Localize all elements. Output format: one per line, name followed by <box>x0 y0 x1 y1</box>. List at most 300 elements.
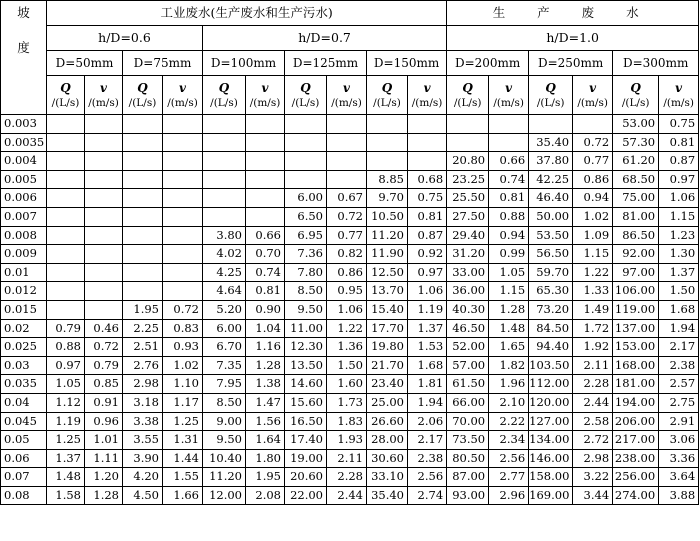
velocity-cell: 2.08 <box>246 486 285 505</box>
velocity-unit: /(m/s) <box>331 96 362 109</box>
diameter-100-header: D=100mm <box>203 51 285 76</box>
velocity-cell: 1.83 <box>327 412 367 431</box>
flow-rate-cell: 33.10 <box>367 468 408 487</box>
velocity-cell: 1.37 <box>408 319 447 338</box>
slope-cell: 0.06 <box>1 449 47 468</box>
table-row <box>1 468 699 487</box>
velocity-cell: 2.77 <box>489 468 529 487</box>
velocity-symbol: v <box>675 80 683 95</box>
velocity-cell: 3.22 <box>573 468 613 487</box>
flow-rate-unit: /(L/s) <box>453 96 482 109</box>
flow-rate-unit: /(L/s) <box>51 96 80 109</box>
velocity-cell <box>246 207 285 226</box>
velocity-cell: 0.92 <box>408 245 447 264</box>
flow-rate-cell <box>285 152 327 171</box>
diameter-200-header: D=200mm <box>447 51 529 76</box>
flow-rate-cell: 6.00 <box>203 319 246 338</box>
velocity-cell: 0.46 <box>85 319 123 338</box>
flow-rate-cell: 194.00 <box>613 393 659 412</box>
velocity-cell: 0.77 <box>327 226 367 245</box>
velocity-cell: 1.25 <box>163 412 203 431</box>
flow-rate-cell: 46.40 <box>529 189 573 208</box>
flow-rate-cell: 11.20 <box>203 468 246 487</box>
table-row <box>1 207 699 226</box>
flow-rate-cell: 21.70 <box>367 356 408 375</box>
flow-rate-cell <box>47 170 85 189</box>
velocity-cell <box>85 133 123 152</box>
velocity-cell: 1.96 <box>489 375 529 394</box>
velocity-cell: 2.38 <box>408 449 447 468</box>
flow-rate-cell <box>285 133 327 152</box>
slope-cell: 0.01 <box>1 263 47 282</box>
velocity-cell <box>246 133 285 152</box>
flow-rate-unit: /(L/s) <box>128 96 157 109</box>
flow-rate-cell <box>47 133 85 152</box>
slope-cell: 0.02 <box>1 319 47 338</box>
velocity-cell: 0.72 <box>573 133 613 152</box>
flow-rate-cell: 37.80 <box>529 152 573 171</box>
velocity-header <box>327 76 367 115</box>
velocity-header <box>246 76 285 115</box>
velocity-cell <box>85 300 123 319</box>
flow-rate-cell: 6.95 <box>285 226 327 245</box>
flow-rate-cell <box>123 115 163 134</box>
velocity-cell: 1.09 <box>573 226 613 245</box>
flow-rate-cell: 15.40 <box>367 300 408 319</box>
velocity-cell: 2.56 <box>489 449 529 468</box>
velocity-cell: 0.97 <box>408 263 447 282</box>
slope-cell: 0.035 <box>1 375 47 394</box>
velocity-cell: 0.99 <box>489 245 529 264</box>
flow-rate-cell: 181.00 <box>613 375 659 394</box>
velocity-cell: 3.88 <box>659 486 699 505</box>
flow-rate-header <box>47 76 85 115</box>
velocity-cell: 0.72 <box>85 338 123 357</box>
flow-rate-cell: 7.95 <box>203 375 246 394</box>
flow-rate-cell: 3.55 <box>123 431 163 450</box>
velocity-cell: 0.86 <box>573 170 613 189</box>
table-row <box>1 319 699 338</box>
unit-header-row <box>1 76 699 115</box>
flow-rate-cell: 4.02 <box>203 245 246 264</box>
velocity-cell <box>85 152 123 171</box>
flow-rate-cell: 7.36 <box>285 245 327 264</box>
velocity-cell: 0.81 <box>246 282 285 301</box>
flow-rate-header <box>203 76 246 115</box>
velocity-cell <box>246 170 285 189</box>
velocity-cell: 0.81 <box>408 207 447 226</box>
velocity-cell: 2.96 <box>489 486 529 505</box>
flow-rate-cell <box>367 133 408 152</box>
flow-rate-cell: 73.20 <box>529 300 573 319</box>
flow-rate-cell: 4.25 <box>203 263 246 282</box>
flow-rate-cell <box>47 115 85 134</box>
flow-rate-cell: 28.00 <box>367 431 408 450</box>
velocity-cell: 1.23 <box>659 226 699 245</box>
flow-rate-cell: 36.00 <box>447 282 489 301</box>
velocity-cell: 1.28 <box>246 356 285 375</box>
velocity-cell: 1.11 <box>85 449 123 468</box>
flow-rate-cell: 1.58 <box>47 486 85 505</box>
flow-rate-cell: 27.50 <box>447 207 489 226</box>
velocity-cell: 1.28 <box>85 486 123 505</box>
flow-rate-symbol: Q <box>462 80 473 95</box>
flow-rate-cell: 26.60 <box>367 412 408 431</box>
flow-rate-cell: 17.40 <box>285 431 327 450</box>
velocity-cell: 1.92 <box>573 338 613 357</box>
velocity-cell: 1.55 <box>163 468 203 487</box>
flow-rate-symbol: Q <box>300 80 311 95</box>
slope-cell: 0.004 <box>1 152 47 171</box>
flow-rate-header <box>367 76 408 115</box>
flow-rate-cell: 2.25 <box>123 319 163 338</box>
velocity-cell: 1.50 <box>327 356 367 375</box>
flow-rate-cell: 2.98 <box>123 375 163 394</box>
flow-rate-symbol: Q <box>137 80 148 95</box>
flow-rate-cell: 6.50 <box>285 207 327 226</box>
velocity-cell: 0.75 <box>659 115 699 134</box>
flow-rate-cell: 25.50 <box>447 189 489 208</box>
flow-rate-cell: 10.50 <box>367 207 408 226</box>
flow-rate-header <box>529 76 573 115</box>
velocity-cell: 1.56 <box>246 412 285 431</box>
velocity-cell: 1.82 <box>489 356 529 375</box>
flow-rate-cell <box>47 282 85 301</box>
flow-rate-cell: 9.50 <box>203 431 246 450</box>
table-row <box>1 133 699 152</box>
flow-rate-cell: 3.80 <box>203 226 246 245</box>
flow-rate-cell: 169.00 <box>529 486 573 505</box>
diameter-75-header: D=75mm <box>123 51 203 76</box>
velocity-cell: 1.10 <box>163 375 203 394</box>
flow-rate-cell: 61.20 <box>613 152 659 171</box>
velocity-cell: 1.68 <box>659 300 699 319</box>
slope-cell: 0.08 <box>1 486 47 505</box>
velocity-cell: 1.95 <box>246 468 285 487</box>
flow-rate-cell: 13.70 <box>367 282 408 301</box>
slope-cell: 0.012 <box>1 282 47 301</box>
flow-rate-cell <box>123 152 163 171</box>
velocity-cell <box>246 189 285 208</box>
flow-rate-cell: 30.60 <box>367 449 408 468</box>
flow-rate-cell: 10.40 <box>203 449 246 468</box>
velocity-cell: 3.44 <box>573 486 613 505</box>
velocity-cell: 1.04 <box>246 319 285 338</box>
velocity-cell <box>489 133 529 152</box>
ratio-1-0-header: h/D=1.0 <box>447 26 699 51</box>
velocity-cell <box>408 133 447 152</box>
velocity-header <box>163 76 203 115</box>
flow-rate-cell: 1.12 <box>47 393 85 412</box>
flow-rate-cell: 146.00 <box>529 449 573 468</box>
velocity-cell <box>163 226 203 245</box>
velocity-unit: /(m/s) <box>577 96 608 109</box>
flow-rate-cell: 1.95 <box>123 300 163 319</box>
velocity-cell: 0.87 <box>659 152 699 171</box>
velocity-cell: 2.44 <box>327 486 367 505</box>
velocity-cell: 0.83 <box>163 319 203 338</box>
flow-rate-cell: 3.90 <box>123 449 163 468</box>
velocity-cell: 2.74 <box>408 486 447 505</box>
table-row <box>1 431 699 450</box>
diameter-150-header: D=150mm <box>367 51 447 76</box>
flow-rate-unit: /(L/s) <box>291 96 320 109</box>
flow-rate-cell: 137.00 <box>613 319 659 338</box>
velocity-symbol: v <box>261 80 269 95</box>
velocity-cell: 1.02 <box>163 356 203 375</box>
flow-rate-cell: 4.20 <box>123 468 163 487</box>
velocity-cell: 2.06 <box>408 412 447 431</box>
velocity-cell: 0.82 <box>327 245 367 264</box>
table-row <box>1 393 699 412</box>
velocity-header <box>489 76 529 115</box>
flow-rate-cell: 93.00 <box>447 486 489 505</box>
velocity-unit: /(m/s) <box>88 96 119 109</box>
flow-rate-cell <box>285 170 327 189</box>
velocity-cell: 0.74 <box>246 263 285 282</box>
velocity-cell: 1.30 <box>659 245 699 264</box>
slope-cell: 0.03 <box>1 356 47 375</box>
flow-rate-cell <box>285 115 327 134</box>
table-row <box>1 412 699 431</box>
velocity-cell <box>163 115 203 134</box>
table-row <box>1 300 699 319</box>
velocity-cell: 1.15 <box>489 282 529 301</box>
flow-rate-cell <box>123 226 163 245</box>
velocity-cell <box>163 133 203 152</box>
velocity-cell: 2.91 <box>659 412 699 431</box>
table-row <box>1 189 699 208</box>
flow-rate-cell <box>203 115 246 134</box>
flow-rate-cell: 238.00 <box>613 449 659 468</box>
flow-rate-cell <box>203 170 246 189</box>
flow-rate-cell <box>123 207 163 226</box>
flow-rate-unit: /(L/s) <box>621 96 650 109</box>
velocity-cell: 1.53 <box>408 338 447 357</box>
flow-rate-cell <box>123 133 163 152</box>
velocity-cell: 2.44 <box>573 393 613 412</box>
flow-rate-cell: 2.76 <box>123 356 163 375</box>
velocity-cell: 1.47 <box>246 393 285 412</box>
flow-rate-cell: 11.90 <box>367 245 408 264</box>
flow-rate-cell: 57.00 <box>447 356 489 375</box>
flow-rate-cell: 92.00 <box>613 245 659 264</box>
slope-cell: 0.04 <box>1 393 47 412</box>
flow-rate-cell: 35.40 <box>367 486 408 505</box>
velocity-cell <box>163 245 203 264</box>
flow-rate-cell: 19.80 <box>367 338 408 357</box>
flow-rate-symbol: Q <box>545 80 556 95</box>
flow-rate-cell: 12.00 <box>203 486 246 505</box>
flow-rate-cell: 3.38 <box>123 412 163 431</box>
velocity-cell <box>85 189 123 208</box>
flow-rate-cell: 9.70 <box>367 189 408 208</box>
velocity-cell: 3.36 <box>659 449 699 468</box>
velocity-symbol: v <box>589 80 597 95</box>
velocity-cell: 0.75 <box>408 189 447 208</box>
flow-rate-cell: 19.00 <box>285 449 327 468</box>
velocity-cell: 0.96 <box>85 412 123 431</box>
velocity-cell: 0.66 <box>489 152 529 171</box>
slope-header-char-1: 坡 <box>17 5 30 20</box>
velocity-cell: 0.77 <box>573 152 613 171</box>
flow-rate-cell: 158.00 <box>529 468 573 487</box>
velocity-cell: 1.64 <box>246 431 285 450</box>
flow-rate-cell: 46.50 <box>447 319 489 338</box>
flow-rate-cell: 23.25 <box>447 170 489 189</box>
velocity-cell: 2.11 <box>573 356 613 375</box>
flow-rate-cell: 53.00 <box>613 115 659 134</box>
velocity-cell: 1.16 <box>246 338 285 357</box>
flow-rate-cell <box>123 170 163 189</box>
diameter-250-header: D=250mm <box>529 51 613 76</box>
ratio-0-6-header: h/D=0.6 <box>47 26 203 51</box>
velocity-cell: 0.68 <box>408 170 447 189</box>
flow-rate-cell: 73.50 <box>447 431 489 450</box>
flow-rate-cell: 6.00 <box>285 189 327 208</box>
flow-rate-cell: 50.00 <box>529 207 573 226</box>
velocity-cell <box>85 170 123 189</box>
flow-rate-cell: 1.05 <box>47 375 85 394</box>
flow-rate-cell: 7.35 <box>203 356 246 375</box>
velocity-cell: 2.11 <box>327 449 367 468</box>
velocity-cell: 1.33 <box>573 282 613 301</box>
velocity-cell: 2.28 <box>327 468 367 487</box>
velocity-cell: 0.67 <box>327 189 367 208</box>
flow-rate-cell <box>47 263 85 282</box>
flow-rate-cell: 12.50 <box>367 263 408 282</box>
velocity-unit: /(m/s) <box>663 96 694 109</box>
velocity-cell: 0.90 <box>246 300 285 319</box>
flow-rate-cell: 29.40 <box>447 226 489 245</box>
flow-rate-header <box>613 76 659 115</box>
velocity-cell: 2.34 <box>489 431 529 450</box>
flow-rate-cell: 12.30 <box>285 338 327 357</box>
flow-rate-cell: 7.80 <box>285 263 327 282</box>
velocity-cell: 1.36 <box>327 338 367 357</box>
velocity-unit: /(m/s) <box>493 96 524 109</box>
velocity-cell <box>163 189 203 208</box>
flow-rate-cell: 80.50 <box>447 449 489 468</box>
flow-rate-cell <box>529 115 573 134</box>
slope-cell: 0.003 <box>1 115 47 134</box>
table-row <box>1 486 699 505</box>
velocity-cell <box>85 115 123 134</box>
flow-rate-cell: 1.37 <box>47 449 85 468</box>
flow-rate-cell: 61.50 <box>447 375 489 394</box>
slope-cell: 0.05 <box>1 431 47 450</box>
flow-rate-cell: 13.50 <box>285 356 327 375</box>
velocity-cell: 1.93 <box>327 431 367 450</box>
flow-rate-cell: 4.64 <box>203 282 246 301</box>
flow-rate-cell: 119.00 <box>613 300 659 319</box>
flow-rate-cell: 127.00 <box>529 412 573 431</box>
velocity-cell: 1.73 <box>327 393 367 412</box>
velocity-cell <box>163 282 203 301</box>
flow-rate-cell: 81.00 <box>613 207 659 226</box>
velocity-cell: 2.98 <box>573 449 613 468</box>
slope-cell: 0.045 <box>1 412 47 431</box>
flow-rate-cell: 134.00 <box>529 431 573 450</box>
flow-rate-cell: 153.00 <box>613 338 659 357</box>
velocity-cell <box>573 115 613 134</box>
velocity-cell: 2.58 <box>573 412 613 431</box>
velocity-cell: 0.66 <box>246 226 285 245</box>
velocity-cell: 1.65 <box>489 338 529 357</box>
velocity-symbol: v <box>423 80 431 95</box>
slope-header-char-2: 度 <box>17 39 30 55</box>
flow-rate-cell: 120.00 <box>529 393 573 412</box>
flow-rate-cell: 20.60 <box>285 468 327 487</box>
velocity-cell: 2.22 <box>489 412 529 431</box>
velocity-cell: 2.28 <box>573 375 613 394</box>
velocity-cell <box>408 115 447 134</box>
table-row <box>1 152 699 171</box>
flow-rate-cell: 274.00 <box>613 486 659 505</box>
table-row <box>1 170 699 189</box>
velocity-cell: 0.94 <box>489 226 529 245</box>
flow-rate-unit: /(L/s) <box>210 96 238 109</box>
diameter-125-header: D=125mm <box>285 51 367 76</box>
velocity-header <box>85 76 123 115</box>
velocity-cell: 1.44 <box>163 449 203 468</box>
flow-rate-cell: 11.00 <box>285 319 327 338</box>
velocity-cell: 1.15 <box>573 245 613 264</box>
flow-rate-cell <box>367 115 408 134</box>
flow-rate-cell: 20.80 <box>447 152 489 171</box>
flow-rate-header <box>123 76 163 115</box>
flow-rate-cell <box>47 300 85 319</box>
table-row <box>1 375 699 394</box>
flow-rate-cell <box>123 245 163 264</box>
flow-rate-header <box>285 76 327 115</box>
velocity-cell: 0.81 <box>489 189 529 208</box>
velocity-cell: 1.02 <box>573 207 613 226</box>
velocity-cell <box>408 152 447 171</box>
velocity-cell: 1.20 <box>85 468 123 487</box>
velocity-cell: 1.94 <box>659 319 699 338</box>
velocity-cell: 2.17 <box>659 338 699 357</box>
slope-cell: 0.005 <box>1 170 47 189</box>
flow-rate-cell: 23.40 <box>367 375 408 394</box>
velocity-cell: 1.38 <box>246 375 285 394</box>
velocity-cell <box>489 115 529 134</box>
velocity-cell: 0.72 <box>327 207 367 226</box>
flow-rate-unit: /(L/s) <box>536 96 565 109</box>
flow-rate-cell: 17.70 <box>367 319 408 338</box>
velocity-cell <box>163 152 203 171</box>
velocity-cell: 1.17 <box>163 393 203 412</box>
flow-rate-symbol: Q <box>381 80 393 95</box>
flow-rate-cell: 31.20 <box>447 245 489 264</box>
flow-rate-cell: 33.00 <box>447 263 489 282</box>
velocity-cell: 1.15 <box>659 207 699 226</box>
velocity-header <box>408 76 447 115</box>
flow-rate-cell: 66.00 <box>447 393 489 412</box>
velocity-cell: 0.87 <box>408 226 447 245</box>
table-row <box>1 338 699 357</box>
flow-rate-cell: 103.50 <box>529 356 573 375</box>
flow-rate-cell: 70.00 <box>447 412 489 431</box>
flow-rate-cell: 56.50 <box>529 245 573 264</box>
industrial-wastewater-header: 工业废水(生产废水和生产污水) <box>47 1 447 26</box>
velocity-cell: 2.56 <box>408 468 447 487</box>
production-wastewater-header: 生 产 废 水 <box>447 1 699 26</box>
velocity-cell: 2.72 <box>573 431 613 450</box>
flow-rate-symbol: Q <box>630 80 641 95</box>
velocity-cell: 1.22 <box>573 263 613 282</box>
flow-rate-cell: 15.60 <box>285 393 327 412</box>
